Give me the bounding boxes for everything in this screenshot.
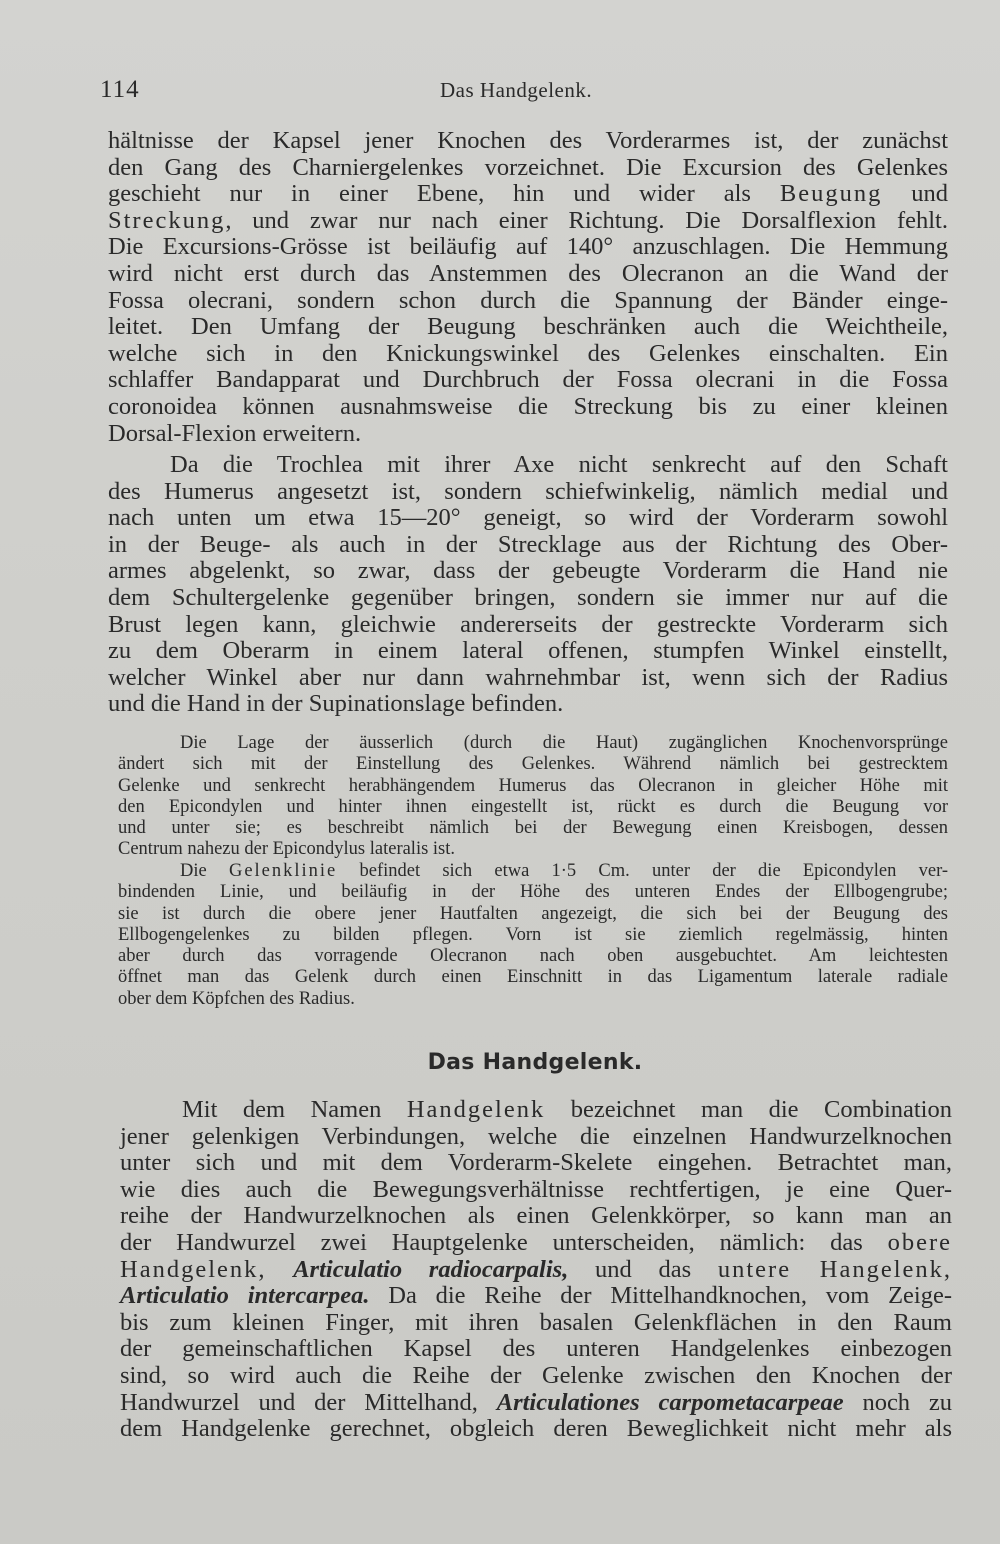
text-line: reihe der Handwurzelknochen als einen Gelenkkörper, so kann man an (120, 1202, 952, 1230)
text-line: Ellbogengelenkes zu bilden pflegen. Vorn ist sie ziemlich regelmässig, hinten (118, 924, 948, 945)
note-bone-landmarks (118, 733, 948, 861)
emphasis-term: Beugung (779, 180, 883, 208)
text-line: Handwurzel und der Mittelhand, Articulationes carpometacarpeae noch zu (120, 1388, 953, 1416)
text-line: Brust legen kann, gleichwie andererseits der gestreckte Vorderarm sich (108, 610, 948, 638)
text-line: bis zum kleinen Finger, mit ihren basalen Gelenkflächen in den Raum (120, 1308, 952, 1336)
text-line: Dorsal-Flexion erweitern. (108, 419, 362, 447)
text-line: dem Schultergelenke gegenüber bringen, sondern sie immer nur auf die (108, 583, 948, 611)
text-line: wird nicht erst durch das Anstemmen des Olecranon an die Wand der (108, 259, 948, 287)
text-line: den Gang des Charniergelenkes vorzeichnet. Die Excursion des Gelenkes (108, 153, 948, 181)
text-line: hältnisse der Kapsel jener Knochen des Vorderarmes ist, der zunächst (108, 127, 948, 154)
text-line: öffnet man das Gelenk durch einen Einschnitt in das Ligamentum laterale radiale (118, 967, 948, 988)
text-line: Streckung, und zwar nur nach einer Richtung. Die Dorsalflexion fehlt. (108, 206, 948, 234)
text-line: Centrum nahezu der Epicondylus lateralis ist. (118, 839, 456, 860)
section-heading: Das Handgelenk. (427, 1050, 643, 1075)
text-line: der gemeinschaftlichen Kapsel des unteren Handgelenkes einbezogen (120, 1335, 952, 1363)
emphasis-term: Handgelenk, (120, 1255, 267, 1283)
text-line: nach unten um etwa 15—20° geneigt, so wird der Vorderarm sowohl (108, 504, 948, 532)
text-line: Handgelenk, Articulatio radiocarpalis, und das untere Hangelenk, (120, 1255, 953, 1283)
text-line: welche sich in den Knickungswinkel des Gelenkes einschalten. Ein (108, 339, 948, 367)
text-line: bindenden Linie, und beiläufig in der Höhe des unteren Endes der Ellbogengrube; (118, 882, 948, 903)
text-line: ändert sich mit der Einstellung des Gelenkes. Während nämlich bei gestrecktem (118, 754, 948, 775)
text-line: des Humerus angesetzt ist, sondern schiefwinkelig, nämlich medial und (108, 477, 948, 505)
text-line: zu dem Oberarm in einem lateral offenen, stumpfen Winkel einstellt, (108, 637, 948, 665)
text-line: Die Lage der äusserlich (durch die Haut) zugänglichen Knochenvorsprünge (180, 733, 948, 753)
text-line: coronoidea können ausnahmsweise die Streckung bis zu einer kleinen (108, 392, 948, 420)
text-line: der Handwurzel zwei Hauptgelenke unterscheiden, nämlich: das obere (120, 1228, 953, 1256)
running-title: Das Handgelenk. (440, 78, 593, 102)
text-line: jener gelenkigen Verbindungen, welche die einzelnen Handwurzelknochen (120, 1122, 952, 1150)
emphasis-term: untere Hangelenk, (717, 1255, 953, 1283)
emphasis-term: Handgelenk (406, 1096, 546, 1123)
text-line: Articulatio intercarpea. Da die Reihe der Mittelhandknochen, vom Zeige- (120, 1282, 952, 1310)
emphasis-term: Gelenklinie (228, 861, 338, 881)
text-line: Die Gelenklinie befindet sich etwa 1·5 Cm. unter der die Epicondylen ver- (180, 861, 949, 881)
page-number: 114 (100, 76, 140, 103)
text-line: leitet. Den Umfang der Beugung beschränken auch die Weichtheile, (108, 313, 948, 341)
text-line: aber durch das vorragende Olecranon nach oben ausgebuchtet. Am leichtesten (118, 946, 948, 967)
text-line: unter sich und mit dem Vorderarm-Skelete eingehen. Betrachtet man, (120, 1149, 952, 1177)
text-line: dem Handgelenke gerechnet, obgleich deren Beweglichkeit nicht mehr als (120, 1415, 952, 1443)
text-line: armes abgelenkt, so zwar, dass der gebeugte Vorderarm die Hand nie (108, 557, 948, 585)
page-header (100, 74, 950, 108)
text-line: Fossa olecrani, sondern schon durch die Spannung der Bänder einge- (108, 286, 948, 314)
text-line: Mit dem Namen Handgelenk bezeichnet man die Combination (182, 1096, 952, 1123)
text-line: Gelenke und senkrecht herabhängendem Humerus das Olecranon in gleicher Höhe mit (118, 775, 948, 796)
paragraph-elbow-motion (108, 128, 948, 447)
text-line: Da die Trochlea mit ihrer Axe nicht senkrecht auf den Schaft (170, 451, 948, 478)
text-line: den Epicondylen und hinter ihnen eingestellt ist, rückt es durch die Beugung vor (118, 796, 948, 817)
text-line: und unter sie; es beschreibt nämlich bei der Bewegung einen Kreisbogen, dessen (118, 818, 948, 839)
latin-term: Articulatio intercarpea. (120, 1282, 370, 1310)
text-line: wie dies auch die Bewegungsverhältnisse rechtfertigen, je eine Quer- (120, 1175, 952, 1203)
note-joint-line (118, 861, 948, 1010)
text-line: sind, so wird auch die Reihe der Gelenke zwischen den Knochen der (120, 1361, 952, 1389)
latin-term: Articulatio radiocarpalis, (293, 1255, 569, 1283)
paragraph-trochlea-axis (108, 452, 948, 718)
text-line: geschieht nur in einer Ebene, hin und wider als Beugung und (108, 180, 948, 208)
text-line: ober dem Köpfchen des Radius. (118, 988, 355, 1009)
paragraph-wrist-joint (120, 1097, 952, 1443)
text-line: welcher Winkel aber nur dann wahrnehmbar ist, wenn sich der Radius (108, 663, 948, 691)
text-line: und die Hand in der Supinationslage befinden. (108, 690, 564, 718)
emphasis-term: obere (887, 1228, 953, 1256)
text-line: sie ist durch die obere jener Hautfalten angezeigt, die sich bei der Beugung des (118, 903, 948, 924)
text-line: in der Beuge- als auch in der Strecklage aus der Richtung des Ober- (108, 530, 948, 558)
emphasis-term: Streckung (108, 206, 226, 234)
text-line: Die Excursions-Grösse ist beiläufig auf 140° anzuschlagen. Die Hemmung (108, 233, 948, 261)
text-line: schlaffer Bandapparat und Durchbruch der Fossa olecrani in die Fossa (108, 366, 948, 394)
latin-term: Articulationes carpometacarpeae (496, 1388, 844, 1416)
